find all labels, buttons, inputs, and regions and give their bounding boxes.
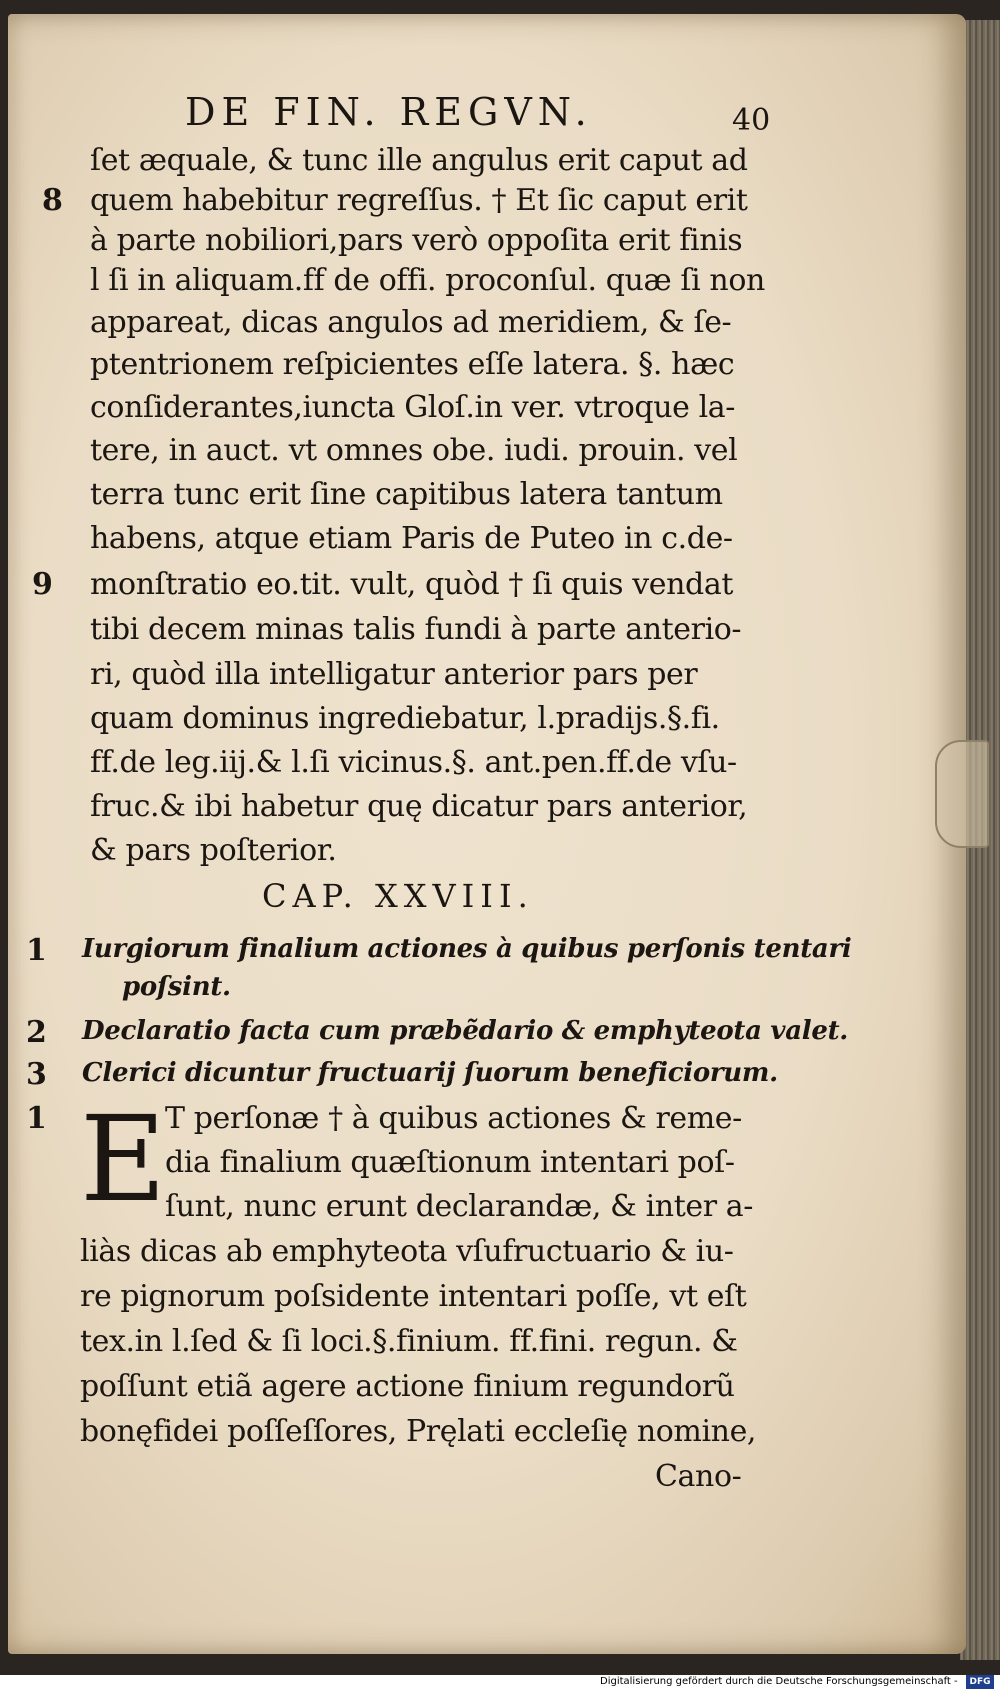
margin-number: 1: [26, 1101, 47, 1136]
summary-number: 3: [26, 1057, 47, 1092]
text-line: ſet æquale, & tunc ille angulus erit caput ad: [90, 143, 748, 178]
digitization-credit: Digitalisierung gefördert durch die Deutsche Forschungsgemeinschaft -: [600, 1676, 958, 1687]
text-line: & pars poſterior.: [90, 833, 337, 868]
catchword: Cano-: [655, 1459, 742, 1494]
text-line: re pignorum poſsidente intentari poſſe, vt eſt: [80, 1279, 747, 1314]
text-line: terra tunc erit ſine capitibus latera tantum: [90, 477, 723, 512]
drop-cap: E: [80, 1090, 167, 1228]
text-line: monſtratio eo.tit. vult, quòd † ſi quis vendat: [90, 567, 733, 602]
summary-number: 1: [26, 933, 47, 968]
page-number: 40: [732, 103, 771, 138]
text-line: ff.de leg.iij.& l.ſi vicinus.§. ant.pen.ff.de vſu-: [90, 745, 737, 780]
summary-line: Iurgiorum finalium actiones à quibus perſonis tentari: [82, 934, 852, 964]
dfg-logo: DFG: [966, 1675, 994, 1689]
text-line: conſiderantes,iuncta Gloſ.in ver. vtroque la-: [90, 390, 736, 425]
text-line: quem habebitur regreſſus. † Et ſic caput erit: [90, 183, 748, 218]
text-line: quam dominus ingrediebatur, l.pradijs.§.fi.: [90, 701, 720, 736]
text-line: dia finalium quæſtionum intentari poſ-: [165, 1145, 735, 1180]
text-line: tibi decem minas talis fundi à parte anterio-: [90, 612, 742, 647]
margin-number: 8: [42, 183, 63, 218]
running-title: DE FIN. REGVN.: [185, 90, 593, 134]
summary-line: poſsint.: [122, 972, 231, 1002]
text-line: ptentrionem reſpicientes eſſe latera. §. hæc: [90, 347, 735, 382]
text-line: appareat, dicas angulos ad meridiem, & ſe-: [90, 305, 732, 340]
text-line: T perſonæ † à quibus actiones & reme-: [165, 1101, 742, 1136]
text-line: liàs dicas ab emphyteota vſufructuario & iu-: [80, 1234, 734, 1269]
text-line: bonęfidei poſſeſſores, Pręlati eccleſię nomine,: [80, 1414, 757, 1449]
text-line: l ſi in aliquam.ff de offi. proconſul. quæ ſi non: [90, 263, 765, 298]
text-line: à parte nobiliori,pars verò oppoſita erit finis: [90, 223, 743, 258]
summary-line: Clerici dicuntur fructuarij ſuorum beneficiorum.: [82, 1058, 778, 1088]
text-line: tere, in auct. vt omnes obe. iudi. prouin. vel: [90, 433, 738, 468]
text-line: poſſunt etiã agere actione finium regundorũ: [80, 1369, 735, 1404]
chapter-title: CAP. XXVIII.: [262, 877, 534, 915]
text-line: ri, quòd illa intelligatur anterior pars per: [90, 657, 698, 692]
margin-number: 9: [32, 567, 53, 602]
text-line: ſunt, nunc erunt declarandæ, & inter a-: [165, 1189, 754, 1224]
page-tab-marker: [935, 740, 989, 848]
text-line: fruc.& ibi habetur quę dicatur pars anterior,: [90, 789, 748, 824]
text-line: habens, atque etiam Paris de Puteo in c.de-: [90, 521, 733, 556]
summary-number: 2: [26, 1015, 47, 1050]
summary-line: Declaratio facta cum præbẽdario & emphyteota valet.: [82, 1016, 849, 1046]
text-line: tex.in l.ſed & ſi loci.§.finium. ff.fini. regun. &: [80, 1324, 738, 1359]
